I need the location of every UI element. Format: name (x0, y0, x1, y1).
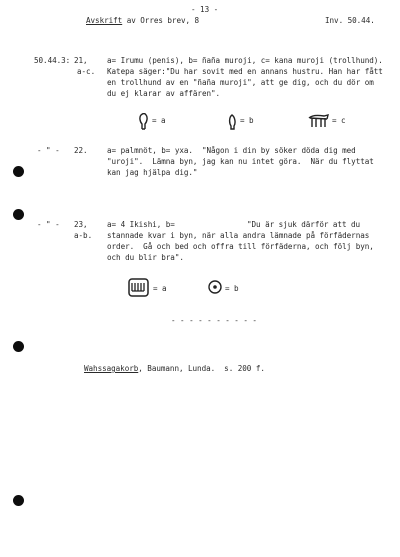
entry-22-number: 22. (74, 146, 88, 155)
binder-hole (13, 341, 24, 352)
header-source-rest: av Orres brev, 8 (122, 16, 200, 25)
entry-23-sub: a-b. (74, 231, 93, 240)
entry-22-ref: - " - (37, 146, 60, 155)
penis-symbol-icon (137, 113, 151, 131)
entry-22-line-2: "uroji". Lämna byn, jag kan nu intet göra. När du flyttat (107, 157, 374, 166)
entry-23-line-1b: "Du är sjuk därför att du (247, 220, 361, 229)
entry-21-number: 21, (74, 56, 88, 65)
entry-23-ref: - " - (37, 220, 60, 229)
header-source-underlined: Avskrift (86, 16, 123, 25)
entry-23-line-2: stannade kvar i byn, när alla andra lämnade på förfädernas (107, 231, 370, 240)
entry-23-line-4: och du blir bra". (107, 253, 184, 262)
entry-21-line-1: a= Irumu (penis), b= ñaña muroji, c= kana muroji (trollhund). (107, 56, 383, 65)
entry-22-line-3: kan jag hjälpa dig." (107, 168, 198, 177)
binder-hole (13, 209, 24, 220)
entry-23-symbol-a-label: = a (153, 284, 167, 293)
citation-title: Wahssagakorb (84, 364, 139, 373)
entry-21-line-4: du ej klarar av affären". (107, 89, 221, 98)
dog-symbol-icon (308, 113, 330, 129)
section-separator: - - - - - - - - - - (171, 316, 257, 325)
entry-23-symbol-b-label: = b (225, 284, 239, 293)
binder-hole (13, 495, 24, 506)
entry-21-sub: a-c. (77, 67, 96, 76)
page-number: - 13 - (191, 5, 219, 14)
entry-21-symbol-c-label: = c (332, 116, 346, 125)
entry-21-line-2: Katepa säger:"Du har sovit med en annans hustru. Han har fått (107, 67, 383, 76)
header-source (86, 16, 199, 26)
entry-23-line-1a: a= 4 Ikishi, b= (107, 220, 175, 229)
entry-21-line-3: en trollhund av en "ñaña muroji", att ge dig, och du dör om (107, 78, 374, 87)
header-inventory: Inv. 50.44. (325, 16, 375, 25)
entry-23-number: 23, (74, 220, 88, 229)
binder-hole (13, 166, 24, 177)
citation-rest: , Baumann, Lunda. s. 200 f. (138, 364, 265, 373)
figure-symbol-icon (226, 113, 238, 131)
entry-21-symbol-b-label: = b (240, 116, 254, 125)
citation (84, 364, 265, 374)
circle-dot-symbol-icon (207, 279, 223, 295)
entry-21-ref: 50.44.3: (34, 56, 71, 65)
ikishi-symbol-icon (127, 277, 150, 298)
entry-23-line-3: order. Gå och bed och offra till förfäderna, och följ byn, (107, 242, 374, 251)
entry-22-line-1: a= palmnöt, b= yxa. "Någon i din by söker döda dig med (107, 146, 356, 155)
entry-21-symbol-a-label: = a (152, 116, 166, 125)
